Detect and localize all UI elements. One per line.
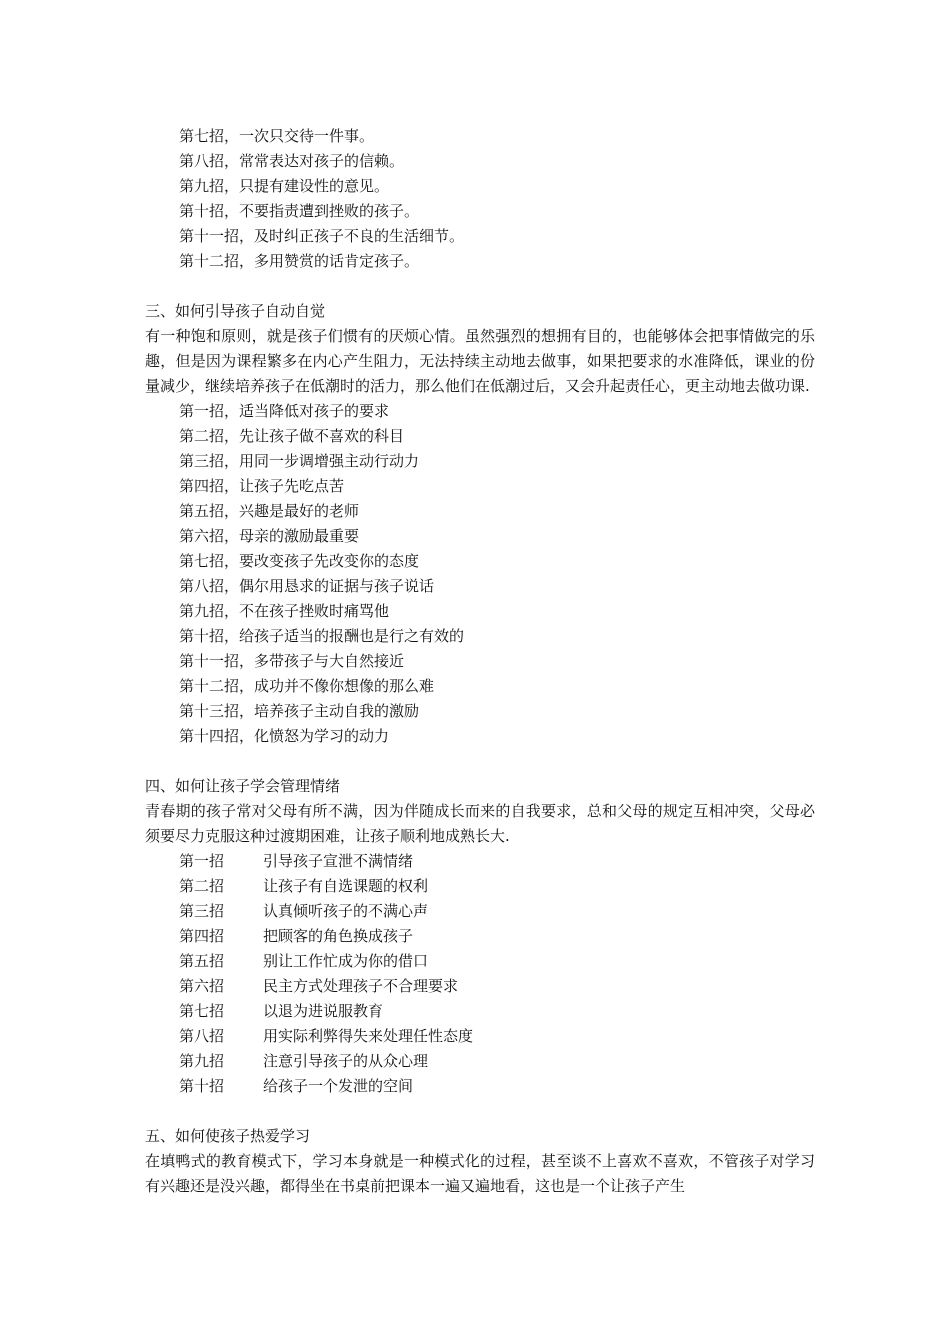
spacer bbox=[145, 1099, 815, 1124]
list-item: 第十四招，化愤怒为学习的动力 bbox=[179, 727, 390, 745]
list-item: 第十招，不要指责遭到挫败的孩子。 bbox=[179, 202, 420, 220]
section-paragraph: 在填鸭式的教育模式下，学习本身就是一种模式化的过程，甚至谈不上喜欢不喜欢，不管孩子对学习有兴趣还是没兴趣，都得坐在书桌前把课本一遍又遍地看，这也是一个让孩子产生 bbox=[145, 1152, 815, 1195]
item-number: 第十招 bbox=[179, 1077, 225, 1095]
item-number: 第四招 bbox=[179, 927, 225, 945]
item-text: 给孩子一个发泄的空间 bbox=[263, 1077, 414, 1095]
item-text: 用实际利弊得失来处理任性态度 bbox=[263, 1027, 474, 1045]
item-number: 第七招 bbox=[179, 1002, 225, 1020]
list-item: 第十一招，及时纠正孩子不良的生活细节。 bbox=[179, 227, 465, 245]
section-4 bbox=[145, 774, 815, 1099]
list-item bbox=[145, 1024, 815, 1049]
item-text: 让孩子有自选课题的权利 bbox=[263, 877, 429, 895]
spacer bbox=[145, 749, 815, 774]
item-text: 把顾客的角色换成孩子 bbox=[263, 927, 414, 945]
item-number: 第五招 bbox=[179, 952, 225, 970]
list-item: 第十二招，多用赞赏的话肯定孩子。 bbox=[179, 252, 420, 270]
section-paragraph: 有一种饱和原则，就是孩子们惯有的厌烦心情。虽然强烈的想拥有目的，也能够体会把事情做完的乐趣，但是因为课程繁多在内心产生阻力，无法持续主动地去做事，如果把要求的水准降低，课业的份量减少，继续培养孩子在低潮时的活力，那么他们在低潮过后，又会升起责任心，更主动地去做功课. bbox=[145, 327, 815, 395]
list-item: 第九招，不在孩子挫败时痛骂他 bbox=[179, 602, 390, 620]
section-heading: 四、如何让孩子学会管理情绪 bbox=[145, 777, 341, 795]
item-number: 第九招 bbox=[179, 1052, 225, 1070]
item-number: 第二招 bbox=[179, 877, 225, 895]
list-item: 第十招，给孩子适当的报酬也是行之有效的 bbox=[179, 627, 465, 645]
section-paragraph: 青春期的孩子常对父母有所不满，因为伴随成长而来的自我要求，总和父母的规定互相冲突，父母必须要尽力克服这种过渡期困难，让孩子顺利地成熟长大. bbox=[145, 802, 815, 845]
list-item bbox=[145, 999, 815, 1024]
list-item: 第二招，先让孩子做不喜欢的科目 bbox=[179, 427, 405, 445]
section-3 bbox=[145, 299, 815, 749]
list-item bbox=[145, 899, 815, 924]
spacer bbox=[145, 274, 815, 299]
item-text: 引导孩子宣泄不满情绪 bbox=[263, 852, 414, 870]
item-number: 第一招 bbox=[179, 852, 225, 870]
intro-list bbox=[145, 124, 815, 274]
list-item bbox=[145, 949, 815, 974]
list-item bbox=[145, 849, 815, 874]
list-item: 第十一招，多带孩子与大自然接近 bbox=[179, 652, 405, 670]
section-heading: 三、如何引导孩子自动自觉 bbox=[145, 302, 326, 320]
item-text: 别让工作忙成为你的借口 bbox=[263, 952, 429, 970]
list-item: 第八招，偶尔用恳求的证据与孩子说话 bbox=[179, 577, 435, 595]
document-body bbox=[145, 124, 815, 1199]
item-text: 以退为进说服教育 bbox=[263, 1002, 384, 1020]
item-text: 民主方式处理孩子不合理要求 bbox=[263, 977, 459, 995]
list-item: 第五招，兴趣是最好的老师 bbox=[179, 502, 360, 520]
section-5 bbox=[145, 1124, 815, 1199]
item-text: 认真倾听孩子的不满心声 bbox=[263, 902, 429, 920]
item-number: 第三招 bbox=[179, 902, 225, 920]
list-item bbox=[145, 874, 815, 899]
list-item: 第八招，常常表达对孩子的信赖。 bbox=[179, 152, 405, 170]
list-item: 第七招，要改变孩子先改变你的态度 bbox=[179, 552, 420, 570]
section-heading: 五、如何使孩子热爱学习 bbox=[145, 1127, 311, 1145]
list-item bbox=[145, 1049, 815, 1074]
list-item: 第七招，一次只交待一件事。 bbox=[179, 127, 375, 145]
list-item: 第九招，只提有建设性的意见。 bbox=[179, 177, 390, 195]
list-item: 第一招，适当降低对孩子的要求 bbox=[179, 402, 390, 420]
list-item: 第十三招，培养孩子主动自我的激励 bbox=[179, 702, 420, 720]
list-item: 第三招，用同一步调增强主动行动力 bbox=[179, 452, 420, 470]
item-number: 第六招 bbox=[179, 977, 225, 995]
item-text: 注意引导孩子的从众心理 bbox=[263, 1052, 429, 1070]
list-item: 第十二招，成功并不像你想像的那么难 bbox=[179, 677, 435, 695]
list-item bbox=[145, 974, 815, 999]
list-item bbox=[145, 1074, 815, 1099]
item-number: 第八招 bbox=[179, 1027, 225, 1045]
list-item: 第四招，让孩子先吃点苦 bbox=[179, 477, 345, 495]
list-item: 第六招，母亲的激励最重要 bbox=[179, 527, 360, 545]
list-item bbox=[145, 924, 815, 949]
